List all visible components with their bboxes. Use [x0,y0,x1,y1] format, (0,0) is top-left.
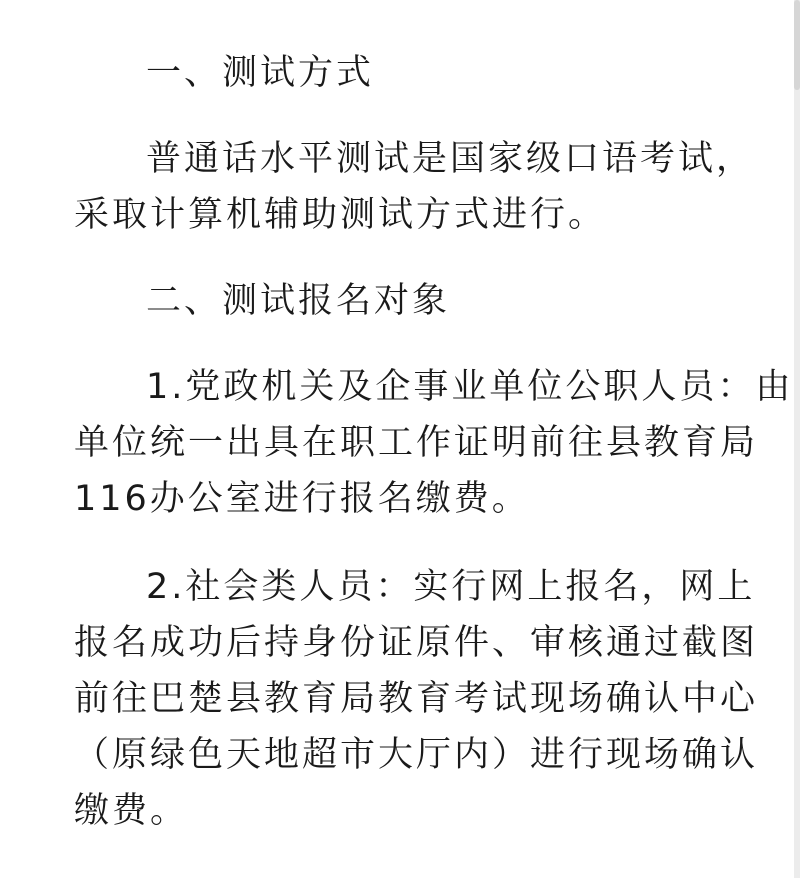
scrollbar-track[interactable] [794,0,800,878]
paragraph-line: 采取计算机辅助测试方式进行。 [74,195,607,235]
section-heading-test-method: 一、测试方式 [146,53,375,93]
paragraph-line: 116办公室进行报名缴费。 [74,479,530,519]
paragraph-line: 前往巴楚县教育局教育考试现场确认中心 [74,679,759,719]
scrollbar-thumb[interactable] [794,0,800,90]
section-heading-registration-targets: 二、测试报名对象 [146,281,451,321]
paragraph-line: 单位统一出具在职工作证明前往县教育局 [74,423,759,463]
paragraph-line: 1.党政机关及企事业单位公职人员：由 [146,367,794,407]
paragraph-line: 缴费。 [74,791,189,831]
paragraph-line: 普通话水平测试是国家级口语考试， [146,139,755,179]
paragraph-line: （原绿色天地超市大厅内）进行现场确认 [74,735,759,775]
paragraph-line: 2.社会类人员：实行网上报名，网上 [146,567,756,607]
paragraph-line: 报名成功后持身份证原件、审核通过截图 [74,623,759,663]
